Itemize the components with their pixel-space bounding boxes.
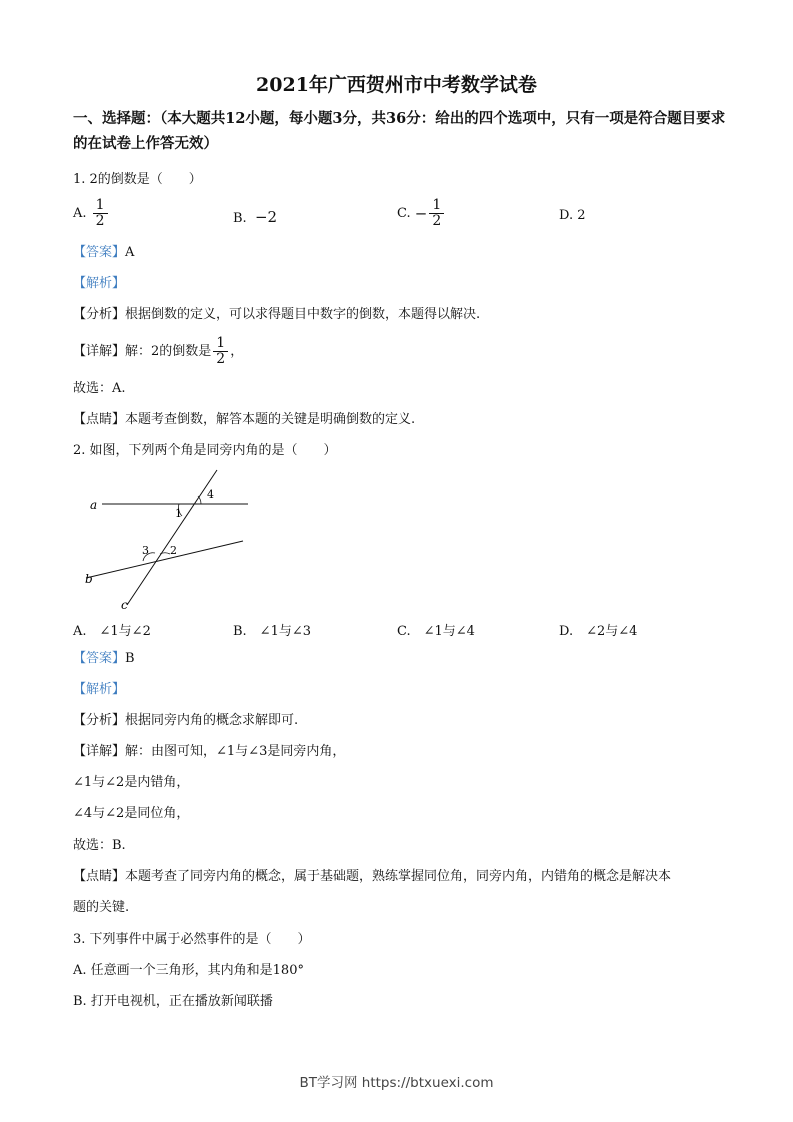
q2-option-b: B. ∠1与∠3 (233, 624, 312, 639)
q3-stem: 3. 下列事件中属于必然事件的是（ ） (73, 932, 311, 947)
section-heading: 一、选择题：（本大题共12小题，每小题3分，共36分：给出的四个选项中，只有一项是符合题目要求的在试卷上作答无效） (73, 110, 726, 152)
q1-choice: 故选：A. (73, 381, 126, 396)
line-c (127, 470, 217, 605)
line-b (86, 541, 243, 578)
q1-option-d: D. 2 (559, 208, 586, 223)
q1-option-a: A. $\frac{1}{2}$ (73, 198, 110, 229)
q2-option-c: C. ∠1与∠4 (397, 624, 475, 639)
label-angle-2: 2 (170, 544, 177, 557)
footer-watermark: BT学习网 https://btxuexi.com (299, 1075, 494, 1091)
fraction: $\frac{1}{2}$ (93, 198, 108, 229)
q2-option-a: A. ∠1与∠2 (73, 624, 151, 639)
q2-analysis-tag: 【解析】 (73, 682, 126, 697)
q2-comment-cont: 题的关键. (73, 900, 130, 915)
q1-comment: 【点睛】本题考查倒数，解答本题的关键是明确倒数的定义. (73, 412, 416, 427)
fraction: $\frac{1}{2}$ (429, 198, 444, 229)
q1-option-c: C. − $\frac{1}{2}$ (397, 198, 446, 229)
page-title: 2021年广西贺州市中考数学试卷 (256, 74, 537, 96)
q1-option-b: B. −2 (233, 208, 278, 226)
q2-choice: 故选：B. (73, 838, 126, 853)
label-b: b (85, 572, 93, 586)
q2-line3: ∠4与∠2是同位角， (73, 806, 190, 821)
q2-stem: 2. 如图，下列两个角是同旁内角的是（ ） (73, 443, 337, 458)
q1-answer: 【答案】A (73, 245, 135, 260)
q3-option-b: B. 打开电视机，正在播放新闻联播 (73, 994, 273, 1009)
q2-detail: 【详解】解：由图可知，∠1与∠3是同旁内角， (73, 744, 346, 759)
q2-comment: 【点睛】本题考查了同旁内角的概念，属于基础题，熟练掌握同位角，同旁内角，内错角的概念是解决本 (73, 869, 672, 884)
q1-stem: 1. 2的倒数是（ ） (73, 172, 202, 187)
q2-option-d: D. ∠2与∠4 (559, 624, 638, 639)
label-angle-4: 4 (207, 488, 214, 501)
label-angle-3: 3 (142, 544, 149, 557)
q2-fenxi: 【分析】根据同旁内角的概念求解即可. (73, 713, 299, 728)
fraction: $\frac{1}{2}$ (213, 336, 228, 367)
q2-answer: 【答案】B (73, 651, 135, 666)
label-a: a (90, 498, 98, 512)
parallel-lines-figure (80, 465, 260, 615)
q1-analysis-tag: 【解析】 (73, 276, 126, 291)
q1-detail: 【详解】解：2的倒数是 $\frac{1}{2}$ ， (73, 335, 244, 367)
q1-fenxi: 【分析】根据倒数的定义，可以求得题目中数字的倒数，本题得以解决. (73, 307, 481, 322)
label-c: c (121, 598, 128, 612)
label-angle-1: 1 (175, 507, 182, 520)
q3-option-a: A. 任意画一个三角形，其内角和是180° (73, 963, 304, 978)
q2-line2: ∠1与∠2是内错角， (73, 775, 190, 790)
